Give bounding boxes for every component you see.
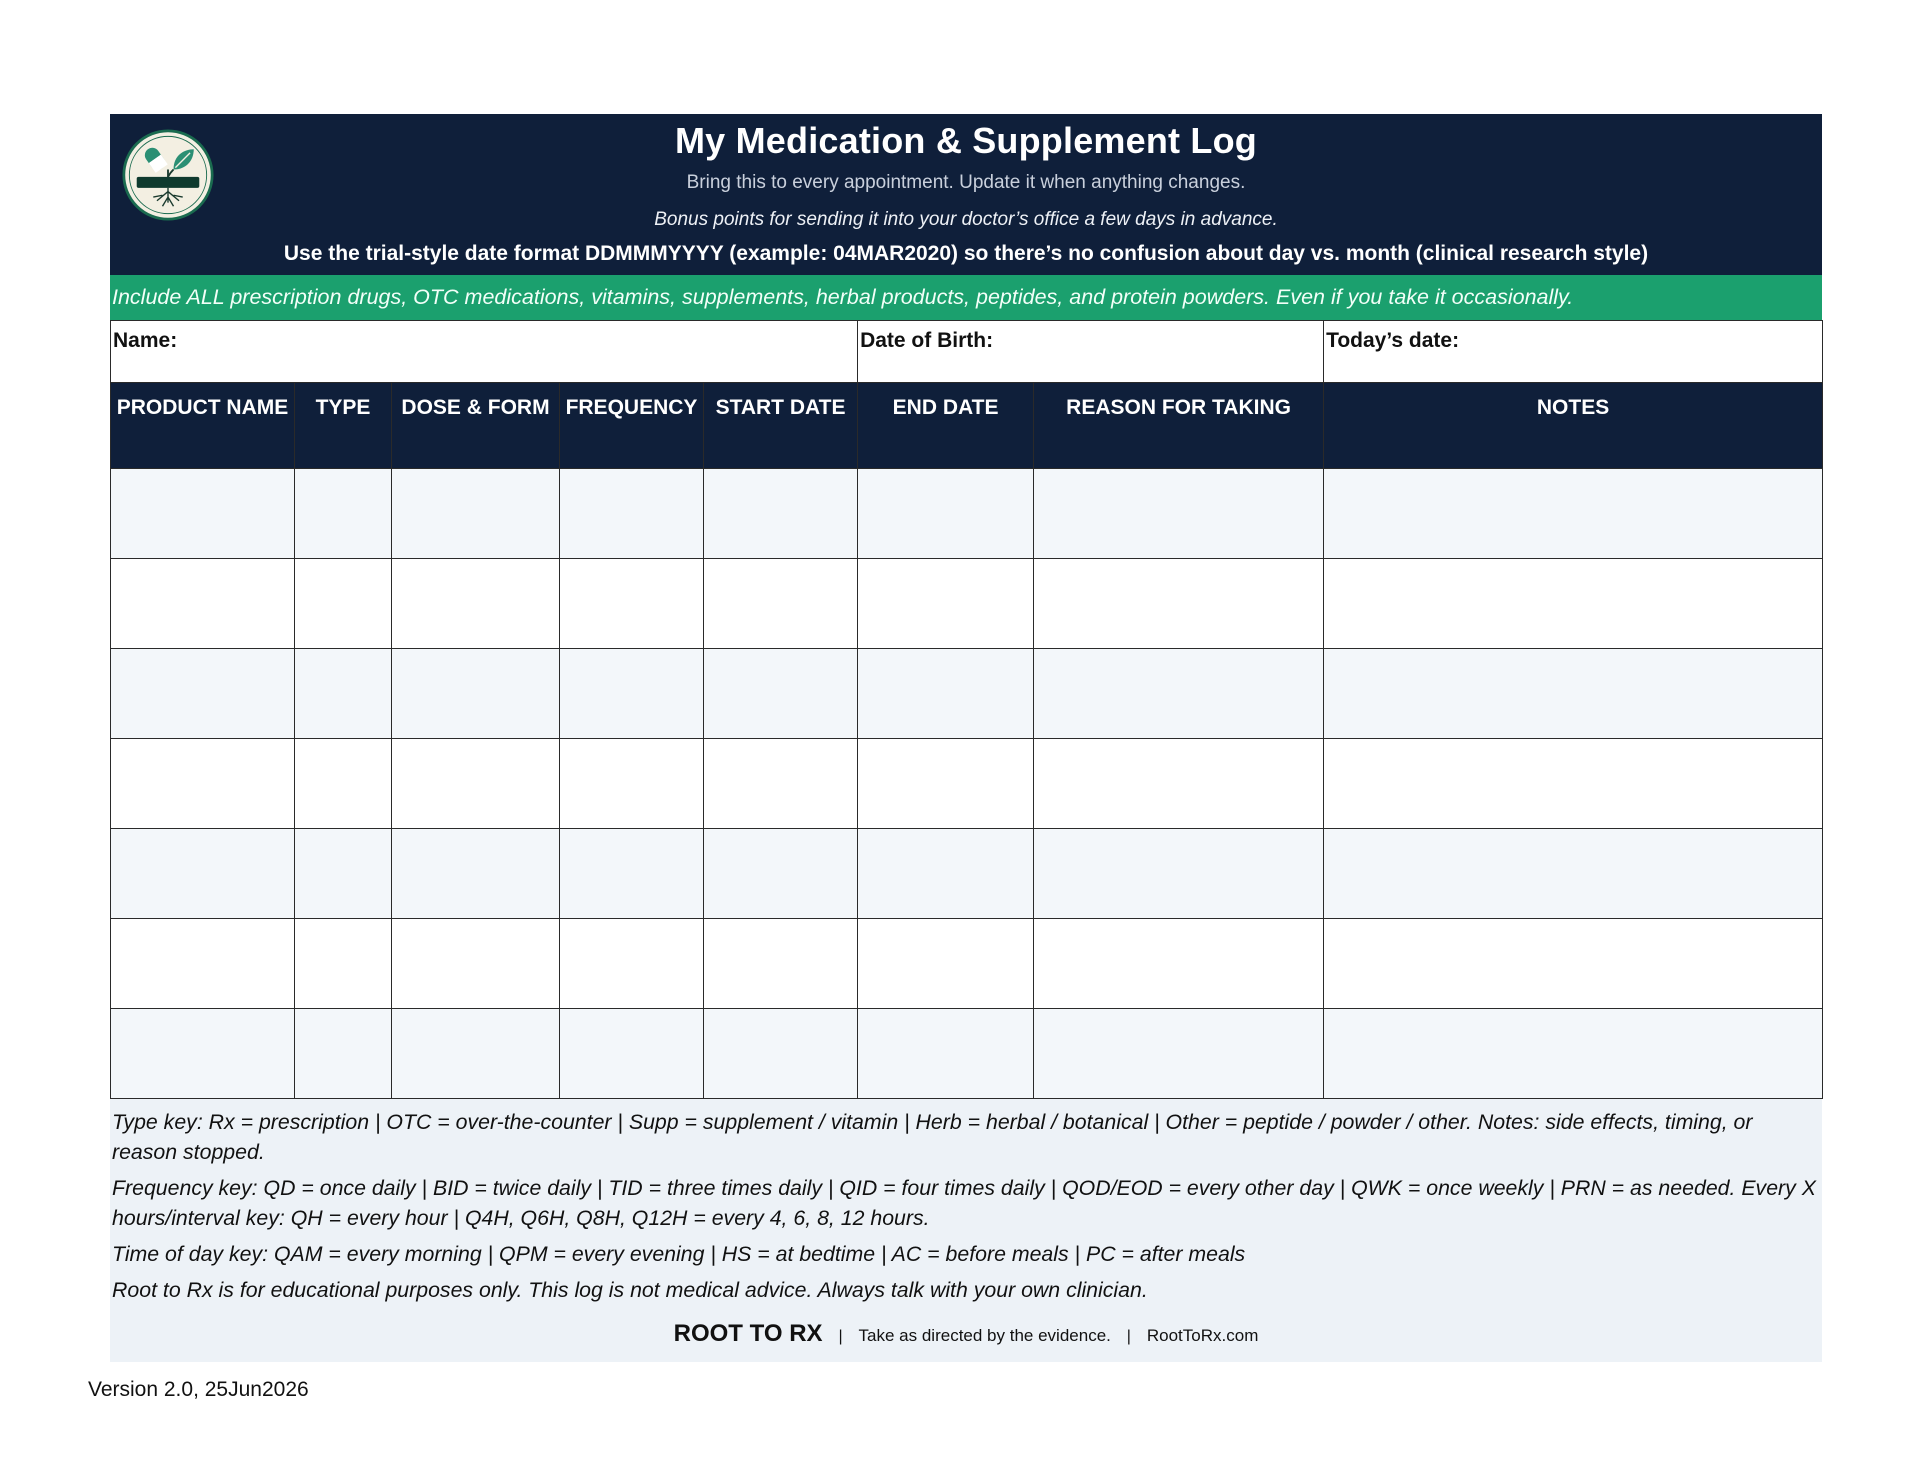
col-frequency: FREQUENCY (560, 383, 704, 469)
table-row (111, 829, 1823, 919)
table-cell[interactable] (1324, 739, 1823, 829)
table-cell[interactable] (1324, 919, 1823, 1009)
table-cell[interactable] (1034, 829, 1324, 919)
medication-table (110, 320, 1823, 1099)
table-row (111, 739, 1823, 829)
table-cell[interactable] (858, 1009, 1034, 1099)
table-cell[interactable] (560, 829, 704, 919)
table-cell[interactable] (392, 919, 560, 1009)
table-cell[interactable] (111, 649, 295, 739)
table-cell[interactable] (295, 649, 392, 739)
key-section (110, 1099, 1822, 1362)
footer-separator: | (1126, 1328, 1131, 1345)
table-row (111, 559, 1823, 649)
footer-brand: ROOT TO RX (673, 1320, 823, 1347)
table-cell[interactable] (295, 559, 392, 649)
table-row (111, 649, 1823, 739)
footer-website: RootToRx.com (1146, 1326, 1259, 1345)
name-label: Name: (113, 329, 178, 352)
table-cell[interactable] (1324, 469, 1823, 559)
table-cell[interactable] (560, 559, 704, 649)
table-cell[interactable] (111, 919, 295, 1009)
table-cell[interactable] (858, 829, 1034, 919)
frequency-key: Frequency key: QD = once daily | BID = twice daily | TID = three times daily | QID = four times daily | QOD/EOD = every other day | QWK = once weekly | PRN = as needed. Every X hours/interval key: QH = every hour | Q4H, Q6H, Q8H, Q12H = every 4, 6, 8, 12 hours. (112, 1176, 1816, 1230)
table-cell[interactable] (858, 469, 1034, 559)
col-end-date: END DATE (858, 383, 1034, 469)
table-cell[interactable] (704, 649, 858, 739)
table-cell[interactable] (1324, 1009, 1823, 1099)
table-cell[interactable] (858, 559, 1034, 649)
table-cell[interactable] (560, 1009, 704, 1099)
today-date-field[interactable] (1324, 321, 1823, 383)
table-cell[interactable] (111, 559, 295, 649)
today-label: Today’s date: (1326, 329, 1460, 352)
footer-separator: | (838, 1328, 843, 1345)
header (110, 114, 1822, 275)
table-cell[interactable] (1034, 739, 1324, 829)
footer-tagline: Take as directed by the evidence. (858, 1326, 1111, 1345)
table-cell[interactable] (392, 829, 560, 919)
table-row (111, 1009, 1823, 1099)
table-cell[interactable] (295, 469, 392, 559)
table-cell[interactable] (392, 559, 560, 649)
footer (112, 1311, 1820, 1356)
subtitle: Bring this to every appointment. Update it when anything changes. (686, 172, 1246, 193)
col-product-name: PRODUCT NAME (111, 383, 295, 469)
table-cell[interactable] (295, 829, 392, 919)
col-type: TYPE (295, 383, 392, 469)
table-cell[interactable] (704, 919, 858, 1009)
table-cell[interactable] (704, 559, 858, 649)
table-cell[interactable] (1034, 1009, 1324, 1099)
table-cell[interactable] (858, 739, 1034, 829)
table-cell[interactable] (1324, 829, 1823, 919)
version-label: Version 2.0, 25Jun2026 (88, 1378, 309, 1401)
table-cell[interactable] (1034, 649, 1324, 739)
table-row (111, 469, 1823, 559)
col-start-date: START DATE (704, 383, 858, 469)
table-cell[interactable] (295, 919, 392, 1009)
table-cell[interactable] (1034, 559, 1324, 649)
table-cell[interactable] (392, 1009, 560, 1099)
table-cell[interactable] (704, 739, 858, 829)
patient-info-row (111, 321, 1823, 383)
table-cell[interactable] (704, 469, 858, 559)
type-key: Type key: Rx = prescription | OTC = over-the-counter | Supp = supplement / vitamin | Herb = herbal / botanical | Other = peptide / powder / other. Notes: side effects, timing, or reason stopped. (112, 1110, 1753, 1164)
dob-label: Date of Birth: (860, 329, 994, 352)
table-cell[interactable] (704, 1009, 858, 1099)
col-reason: REASON FOR TAKING (1034, 383, 1324, 469)
table-cell[interactable] (1324, 559, 1823, 649)
table-cell[interactable] (111, 1009, 295, 1099)
date-format-note: Use the trial-style date format DDMMMYYYY (example: 04MAR2020) so there’s no confusion about day vs. month (clinical research style) (283, 242, 1649, 265)
table-row (111, 919, 1823, 1009)
table-cell[interactable] (295, 739, 392, 829)
column-header-row (111, 383, 1823, 469)
table-cell[interactable] (111, 469, 295, 559)
table-cell[interactable] (858, 919, 1034, 1009)
table-cell[interactable] (1034, 469, 1324, 559)
page-title: My Medication & Supplement Log (674, 120, 1258, 161)
disclaimer: Root to Rx is for educational purposes only. This log is not medical advice. Always talk with your own clinician. (112, 1278, 1148, 1302)
table-cell[interactable] (560, 469, 704, 559)
table-cell[interactable] (392, 739, 560, 829)
time-of-day-key: Time of day key: QAM = every morning | QPM = every evening | HS = at bedtime | AC = before meals | PC = after meals (112, 1242, 1246, 1266)
table-cell[interactable] (1324, 649, 1823, 739)
table-cell[interactable] (111, 739, 295, 829)
col-notes: NOTES (1324, 383, 1823, 469)
table-cell[interactable] (392, 649, 560, 739)
table-cell[interactable] (295, 1009, 392, 1099)
table-cell[interactable] (858, 649, 1034, 739)
col-dose-form: DOSE & FORM (392, 383, 560, 469)
include-all-banner: Include ALL prescription drugs, OTC medications, vitamins, supplements, herbal products, peptides, and protein powders. Even if you take it occasionally. (110, 275, 1822, 320)
table-cell[interactable] (560, 739, 704, 829)
table-cell[interactable] (560, 649, 704, 739)
bonus-note: Bonus points for sending it into your doctor’s office a few days in advance. (654, 209, 1278, 230)
table-cell[interactable] (704, 829, 858, 919)
name-field[interactable] (111, 321, 858, 383)
table-cell[interactable] (111, 829, 295, 919)
table-cell[interactable] (560, 919, 704, 1009)
dob-field[interactable] (858, 321, 1324, 383)
table-cell[interactable] (1034, 919, 1324, 1009)
table-cell[interactable] (392, 469, 560, 559)
medication-log-sheet (110, 114, 1822, 1362)
